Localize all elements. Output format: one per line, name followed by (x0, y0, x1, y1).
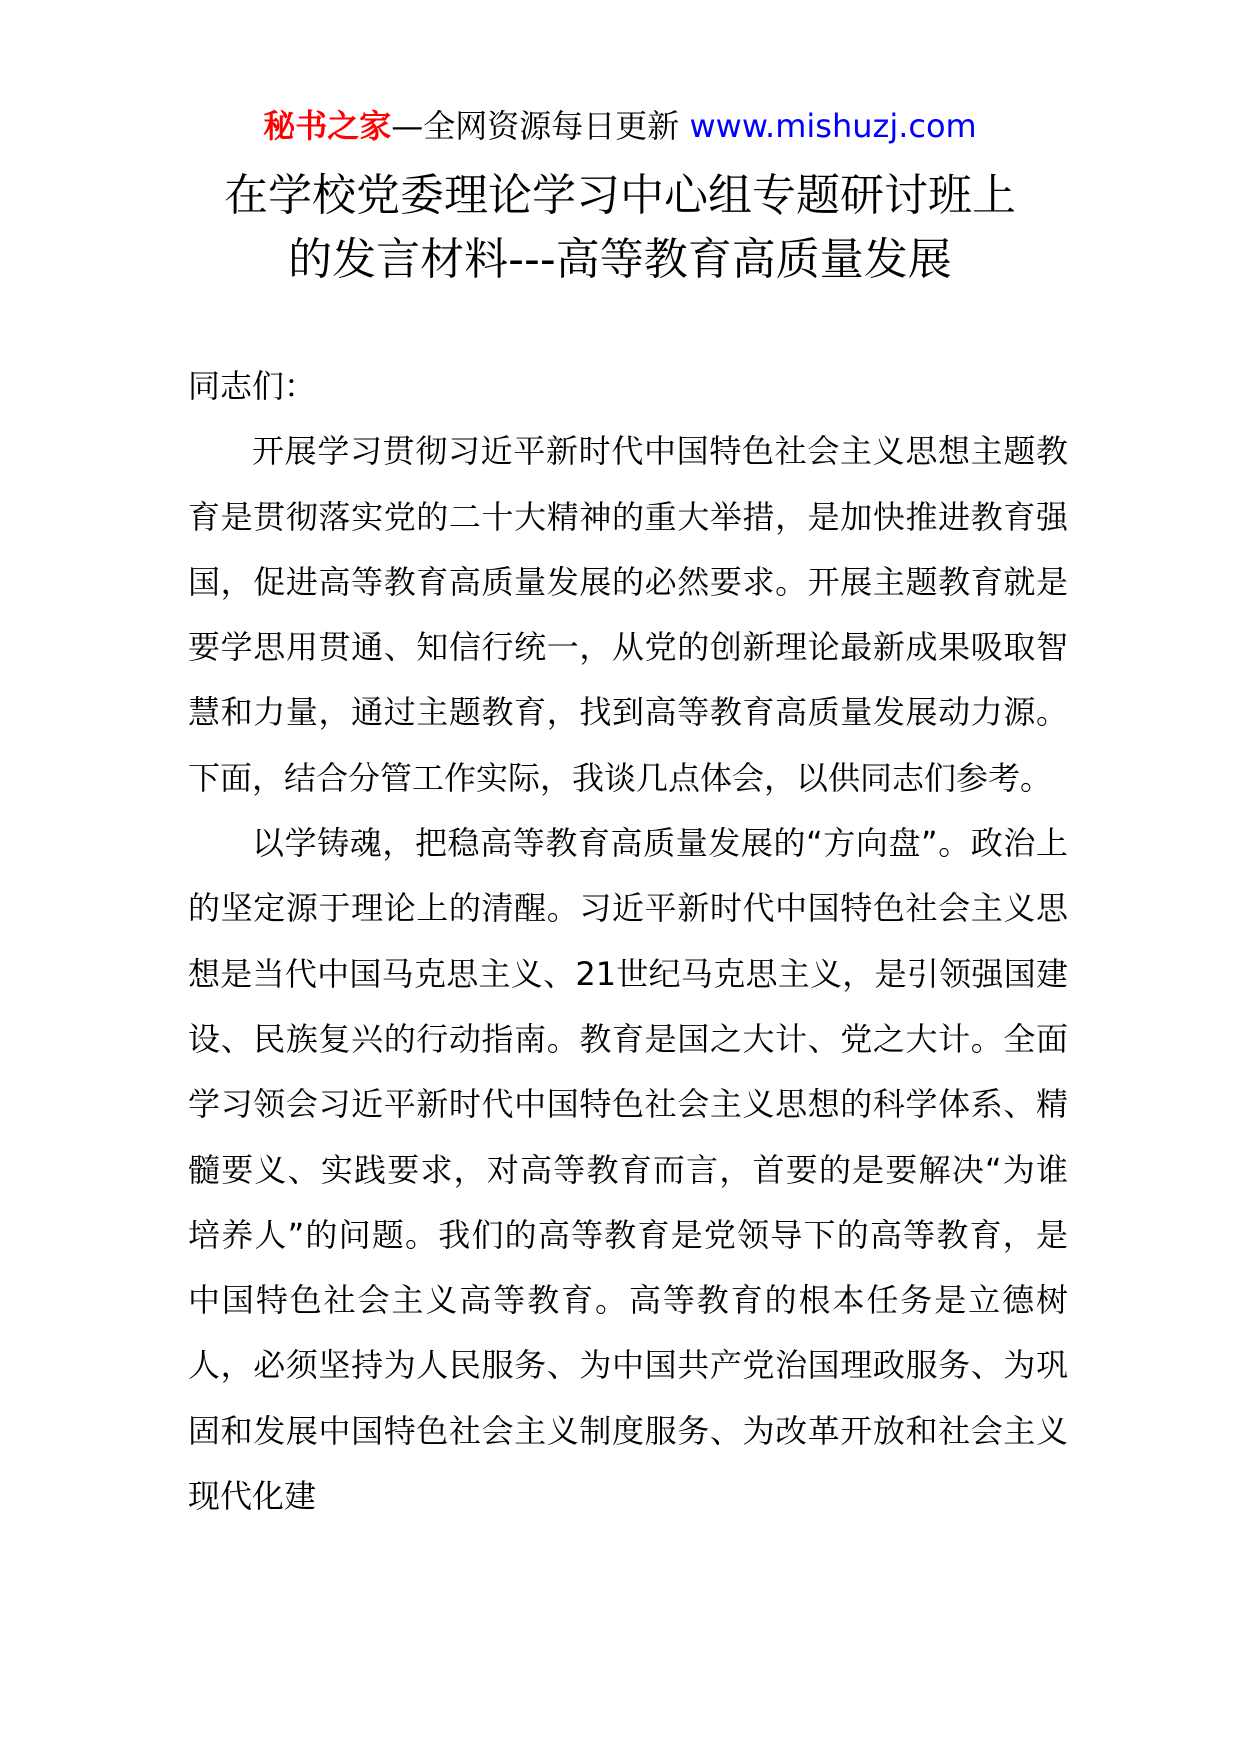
document-body (188, 354, 1068, 1529)
site-brand: 秘书之家 (263, 107, 392, 145)
salutation: 同志们： (188, 367, 317, 405)
document-title-line-2: 的发言材料---高等教育高质量发展 (288, 234, 952, 285)
document-title-line-1: 在学校党委理论学习中心组专题研讨班上 (224, 170, 1016, 221)
site-header (0, 104, 1240, 148)
site-tagline: —全网资源每日更新 (391, 107, 690, 145)
document-title (150, 164, 1090, 292)
body-paragraph-1: 开展学习贯彻习近平新时代中国特色社会主义思想主题教育是贯彻落实党的二十大精神的重大举措，是加快推进教育强国，促进高等教育高质量发展的必然要求。开展主题教育就是要学思用贯通、知信行统一，从党的创新理论最新成果吸取智慧和力量，通过主题教育，找到高等教育高质量发展动力源。下面，结合分管工作实际，我谈几点体会，以供同志们参考。 (188, 432, 1068, 797)
site-url-link[interactable]: www.mishuzj.com (689, 107, 977, 145)
body-paragraph-2: 以学铸魂，把稳高等教育高质量发展的“方向盘”。政治上的坚定源于理论上的清醒。习近平新时代中国特色社会主义思想是当代中国马克思主义、21世纪马克思主义，是引领强国建设、民族复兴的行动指南。教育是国之大计、党之大计。全面学习领会习近平新时代中国特色社会主义思想的科学体系、精髓要义、实践要求，对高等教育而言，首要的是要解决“为谁培养人”的问题。我们的高等教育是党领导下的高等教育，是中国特色社会主义高等教育。高等教育的根本任务是立德树人，必须坚持为人民服务、为中国共产党治国理政服务、为巩固和发展中国特色社会主义制度服务、为改革开放和社会主义现代化建 (188, 824, 1068, 1516)
